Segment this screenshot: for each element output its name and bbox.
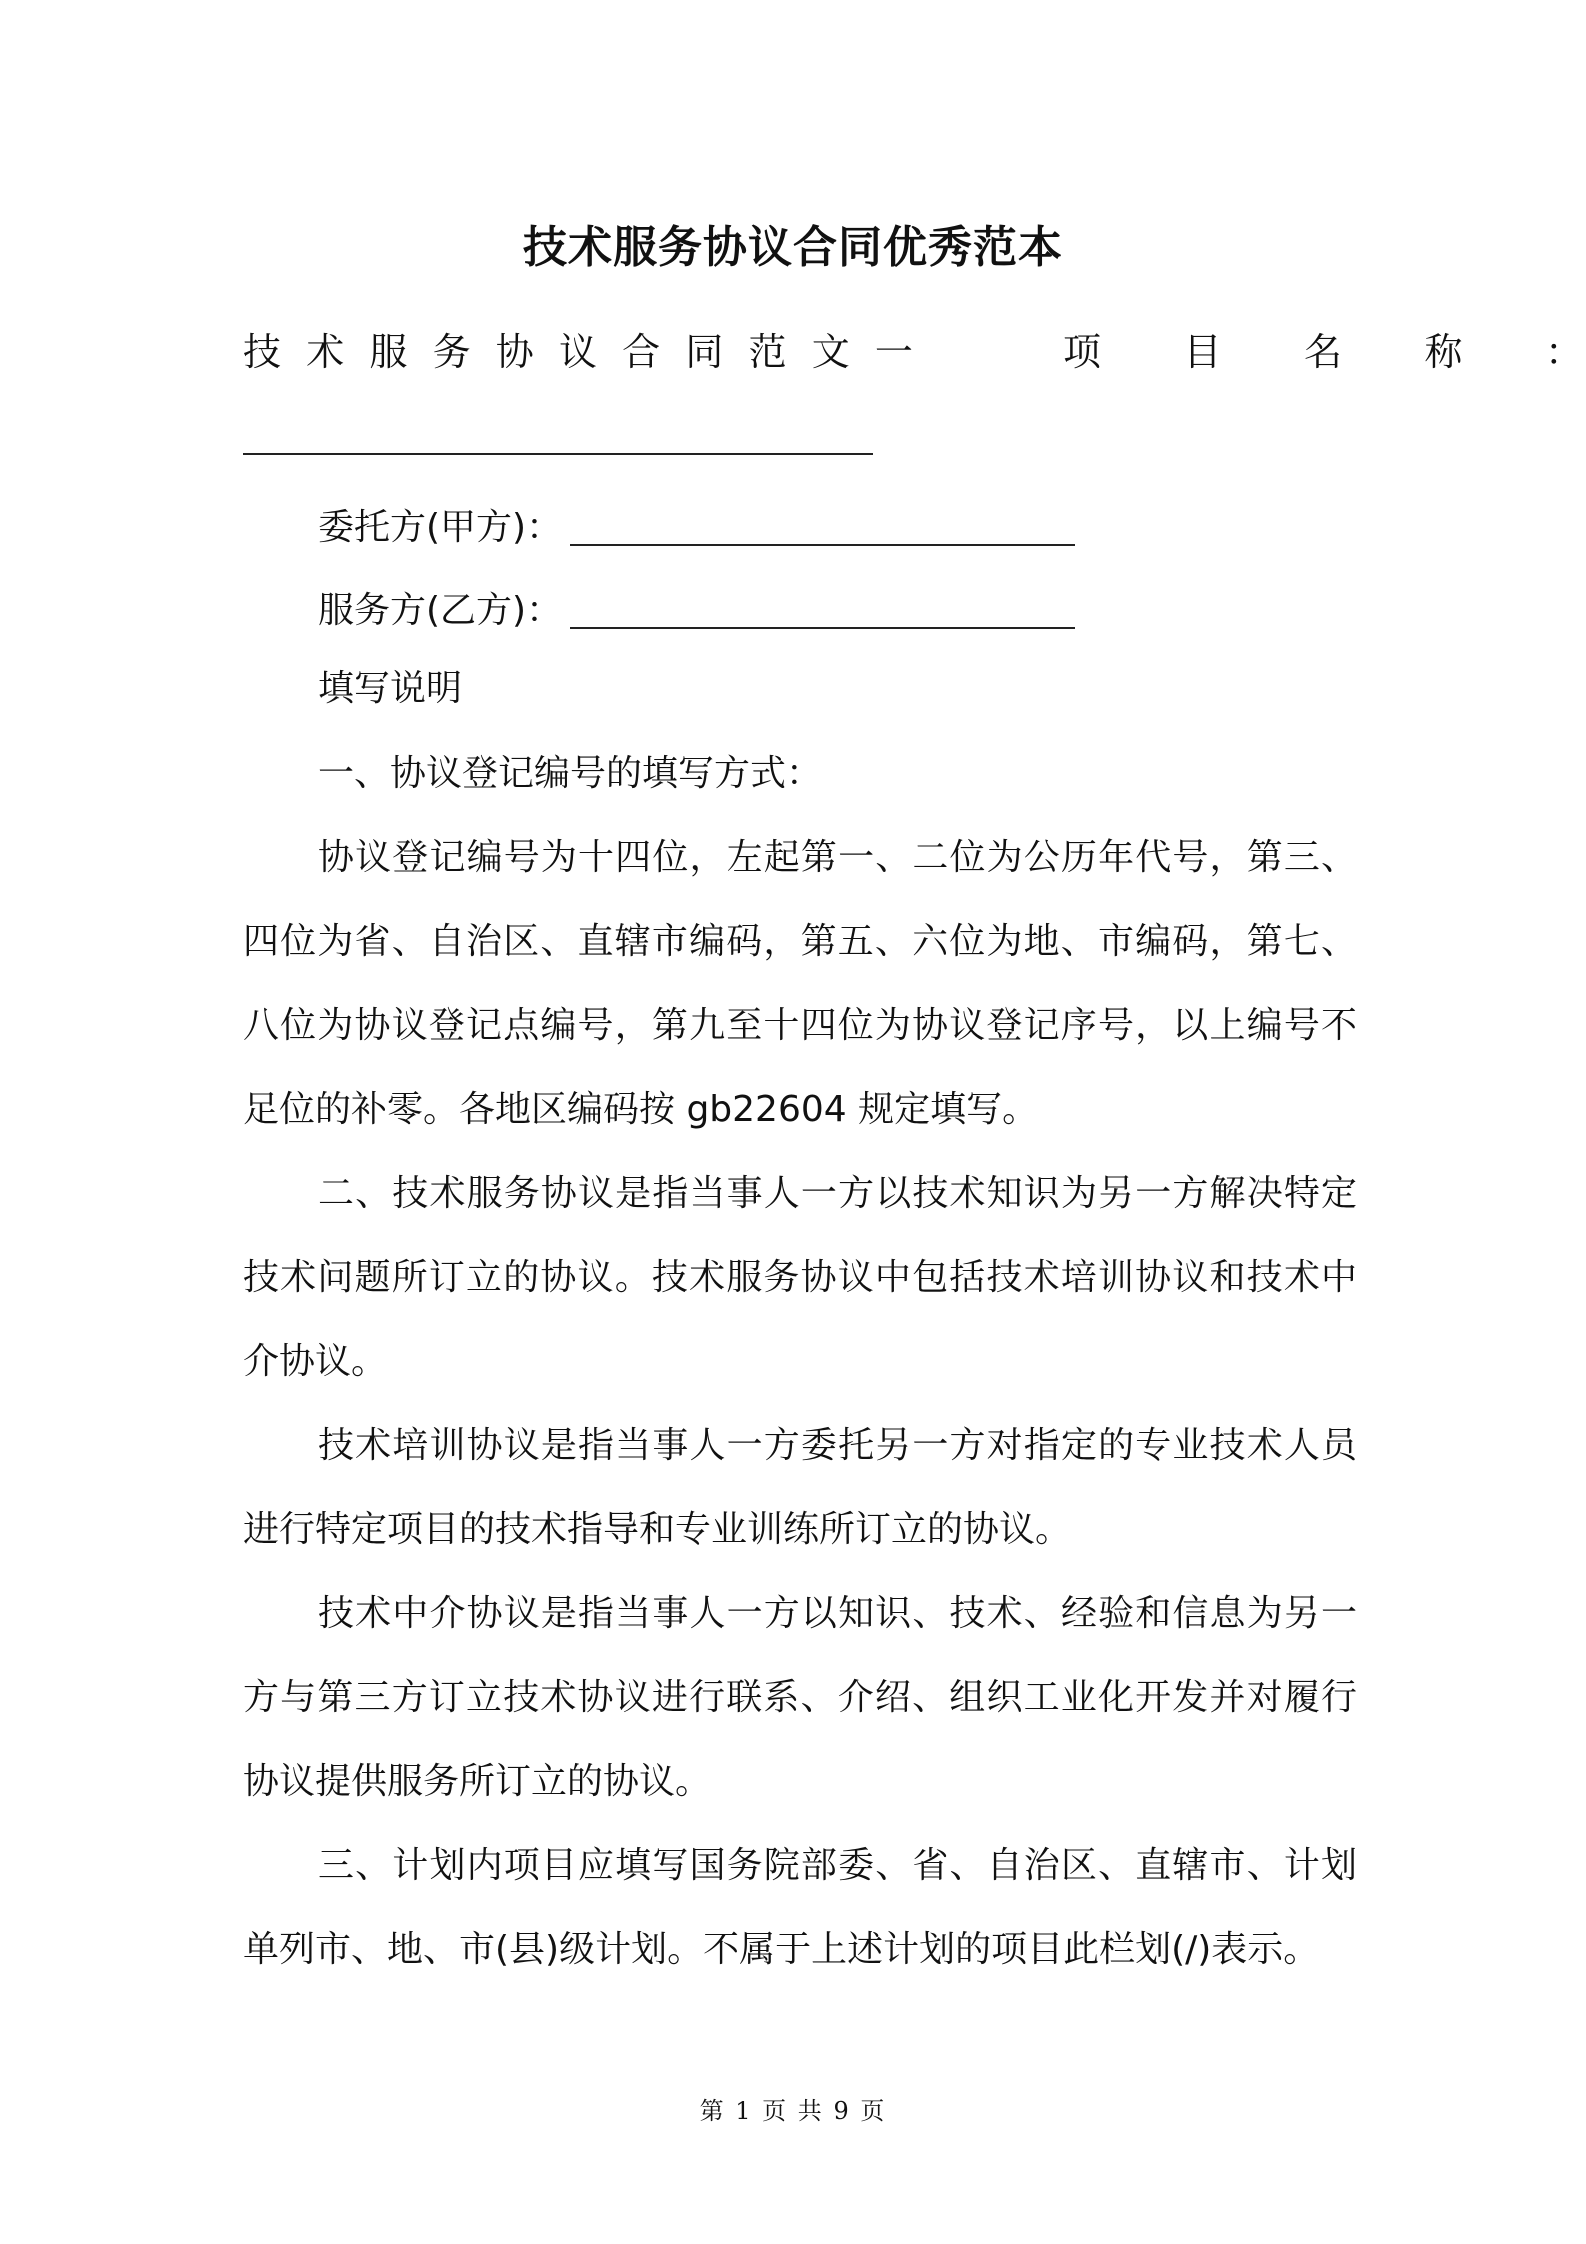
instructions-title: 填写说明	[318, 668, 463, 709]
paragraph-service-definition: 二、技术服务协议是指当事人一方以技术知识为另一方解决特定技术问题所订立的协议。技术服务协议中包括技术培训协议和技术中介协议。	[243, 1173, 1357, 1382]
provider-blank	[570, 627, 1075, 629]
client-blank	[570, 544, 1075, 546]
heading-char: 目	[1183, 330, 1222, 374]
project-name-blank	[243, 453, 873, 455]
provider-label: 服务方(乙方)：	[318, 590, 563, 631]
heading-char: 协	[495, 330, 534, 374]
heading-char: 服	[369, 330, 408, 374]
provider-field	[318, 583, 1075, 639]
heading-char: ：	[1544, 330, 1583, 374]
client-label: 委托方(甲方)：	[318, 507, 563, 548]
heading-char: 范	[748, 330, 787, 374]
heading-char: 议	[558, 330, 597, 374]
heading-char: 项	[1063, 330, 1102, 374]
heading-right	[1063, 322, 1583, 382]
heading-char: 名	[1303, 330, 1342, 374]
page-indicator: 第 1 页 共 9 页	[699, 2097, 887, 2125]
heading-char: 合	[622, 330, 661, 374]
document-title: 技术服务协议合同优秀范本	[523, 222, 1063, 273]
paragraph-registration-number: 协议登记编号为十四位，左起第一、二位为公历年代号，第三、四位为省、自治区、直辖市编码，第五、六位为地、市编码，第七、八位为协议登记点编号，第九至十四位为协议登记序号，以上编号不足位的补零。各地区编码按 gb22604 规定填写。	[243, 837, 1357, 1130]
heading-left	[243, 322, 913, 382]
heading-char: 务	[432, 330, 471, 374]
section1-title: 一、协议登记编号的填写方式：	[318, 753, 823, 794]
heading-char: 同	[685, 330, 724, 374]
client-field	[318, 500, 1075, 556]
heading-char: 一	[874, 330, 913, 374]
paragraph-training-definition: 技术培训协议是指当事人一方委托另一方对指定的专业技术人员进行特定项目的技术指导和专业训练所订立的协议。	[243, 1425, 1357, 1550]
heading-row	[243, 322, 1583, 382]
paragraph-intermediary-definition: 技术中介协议是指当事人一方以知识、技术、经验和信息为另一方与第三方订立技术协议进行联系、介绍、组织工业化开发并对履行协议提供服务所订立的协议。	[243, 1593, 1357, 1802]
heading-char: 文	[811, 330, 850, 374]
heading-char: 称	[1424, 330, 1463, 374]
heading-char: 技	[243, 330, 282, 374]
heading-char: 术	[306, 330, 345, 374]
paragraph-planned-projects: 三、计划内项目应填写国务院部委、省、自治区、直辖市、计划单列市、地、市(县)级计划。不属于上述计划的项目此栏划(/)表示。	[243, 1845, 1357, 1970]
